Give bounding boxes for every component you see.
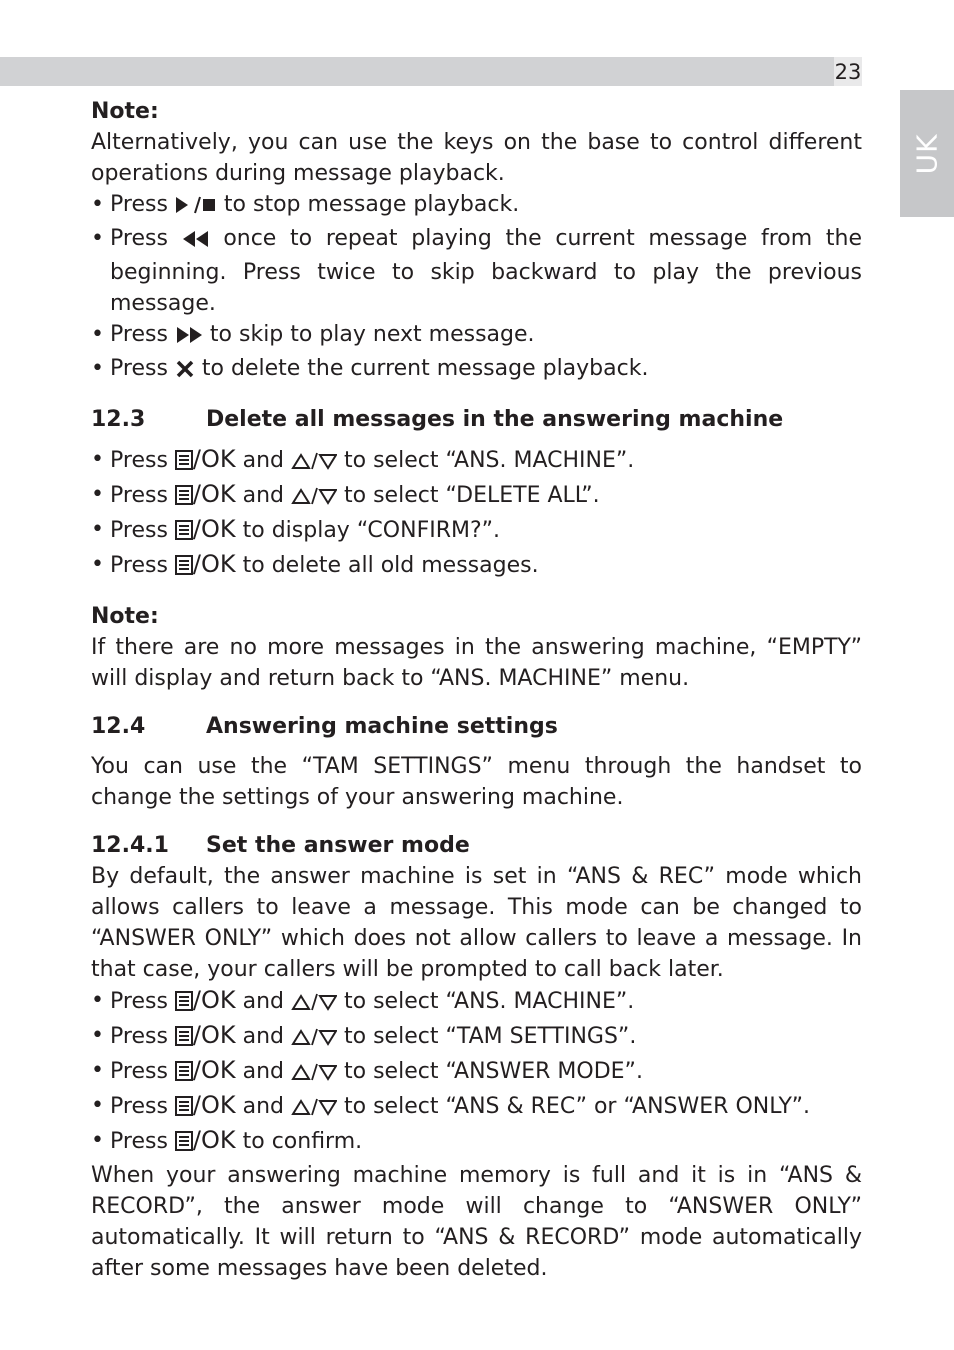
menu-icon: [175, 1024, 193, 1055]
list-item: • Press once to repeat playing the current message from the beginning. Press twice to skip backward to play the previous message.: [91, 223, 862, 319]
page-number: 23: [834, 57, 862, 86]
list-item: • Press /OK and to select “ANSWER MODE”.: [91, 1055, 862, 1090]
list-item: • Press /OK and to select “ANS. MACHINE”.: [91, 985, 862, 1020]
list-item: • Press to stop message playback.: [91, 189, 862, 223]
list-item: • Press /OK and to select “ANS & REC” or “ANSWER ONLY”.: [91, 1090, 862, 1125]
up-down-icon: [291, 483, 337, 514]
menu-icon: [175, 448, 193, 479]
fast-forward-icon: [175, 322, 203, 353]
menu-icon: [175, 553, 193, 584]
section-text: When your answering machine memory is full and it is in “ANS & RECORD”, the answer mode will change to “ANSWER ONLY” automatically. It will return to “ANS & RECORD” mode automatically after some messages have been deleted.: [91, 1163, 862, 1281]
menu-icon: [175, 1129, 193, 1160]
section-number: 12.4: [91, 714, 146, 739]
section-title: Answering machine settings: [206, 714, 558, 739]
list-item: • Press to skip to play next message.: [91, 319, 862, 353]
menu-icon: [175, 989, 193, 1020]
list-item: • Press /OK to delete all old messages.: [91, 549, 862, 584]
up-down-icon: [291, 989, 337, 1020]
header-bar: [0, 57, 862, 86]
list-item: • Press /OK and to select “ANS. MACHINE”.: [91, 444, 862, 479]
section-text: By default, the answer machine is set in “ANS & REC” mode which allows callers to leave a message. This mode can be changed to “ANSWER ONLY” which does not allow callers to leave a message. In that case, your callers will be prompted to call back later.: [91, 864, 862, 982]
up-down-icon: [291, 1024, 337, 1055]
list-item: • Press /OK and to select “DELETE ALL”.: [91, 479, 862, 514]
note-label: Note:: [91, 604, 159, 629]
section-title: Delete all messages in the answering machine: [206, 407, 784, 432]
language-tab-label: UK: [910, 133, 944, 174]
up-down-icon: [291, 1059, 337, 1090]
menu-icon: [175, 1059, 193, 1090]
up-down-icon: [291, 1094, 337, 1125]
menu-icon: [175, 1094, 193, 1125]
section-title: Set the answer mode: [206, 833, 470, 858]
language-tab: [900, 90, 954, 217]
subsection-heading: [91, 830, 862, 861]
section-heading: [91, 711, 862, 742]
delete-x-icon: [175, 356, 195, 387]
menu-icon: [175, 483, 193, 514]
list-item: • Press /OK to confirm.: [91, 1125, 862, 1160]
list-item: • Press /OK to display “CONFIRM?”.: [91, 514, 862, 549]
menu-icon: [175, 518, 193, 549]
section-number: 12.4.1: [91, 833, 169, 858]
note-label: Note:: [91, 99, 159, 124]
section-heading: [91, 404, 862, 435]
section-text: You can use the “TAM SETTINGS” menu through the handset to change the settings of your answering machine.: [91, 754, 862, 810]
up-down-icon: [291, 448, 337, 479]
list-item: • Press /OK and to select “TAM SETTINGS”.: [91, 1020, 862, 1055]
section-number: 12.3: [91, 407, 146, 432]
play-stop-icon: [175, 192, 217, 223]
rewind-icon: [182, 226, 210, 257]
list-item: • Press to delete the current message playback.: [91, 353, 862, 387]
note-text: If there are no more messages in the answering machine, “EMPTY” will display and return back to “ANS. MACHINE” menu.: [91, 635, 862, 691]
note-text: Alternatively, you can use the keys on the base to control different operations during message playback.: [91, 130, 862, 186]
page-content: [91, 96, 862, 1284]
